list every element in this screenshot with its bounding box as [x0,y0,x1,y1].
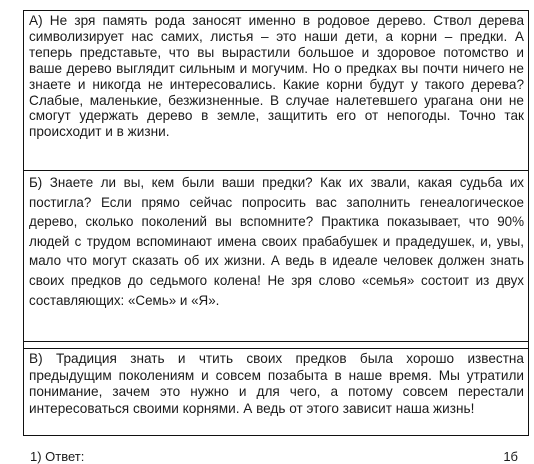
answer-label: 1) Ответ: [30,449,85,464]
score-label: 1б [503,449,518,464]
section-c: В) Традиция знать и чтить своих предков была хорошо известна предыдущим поколениям и совсем позабыта в наше время. Мы утратили понимание, зачем это нужно и для чего, а потому совсем перестали интересоваться своими корнями. А ведь от этого зависит наша жизнь! [24,348,528,436]
section-a: А) Не зря память рода заносят именно в родовое дерево. Ствол дерева символизирует нас самих, листья – это наши дети, а корни – предки. А теперь представьте, что вы вырастили большое и здоровое потомство и ваше дерево выглядит сильным и могучим. Но о предках вы почти ничего не знаете и никогда не интересовались. Какие корни будут у такого дерева? Слабые, маленькие, безжизненные. В случае налетевшего урагана они не смогут удержать дерево в земле, защитить его от непогоды. Точно так происходит и в жизни. [24,10,528,170]
text-table [23,10,529,436]
section-b: Б) Знаете ли вы, кем были ваши предки? Как их звали, какая судьба их постигла? Если прямо сейчас попросить вас заполнить генеалогическое дерево, сколько поколений вы вспомните? Практика показывает, что 90% людей с трудом вспоминают имена своих прабабушек и прадедушек, и, увы, мало что могут сказать об их жизни. А ведь в идеале человек должен знать своих предков до седьмого колена! Не зря слово «семья» состоит из двух составляющих: «Семь» и «Я». [24,170,528,342]
answer-row [30,449,518,464]
